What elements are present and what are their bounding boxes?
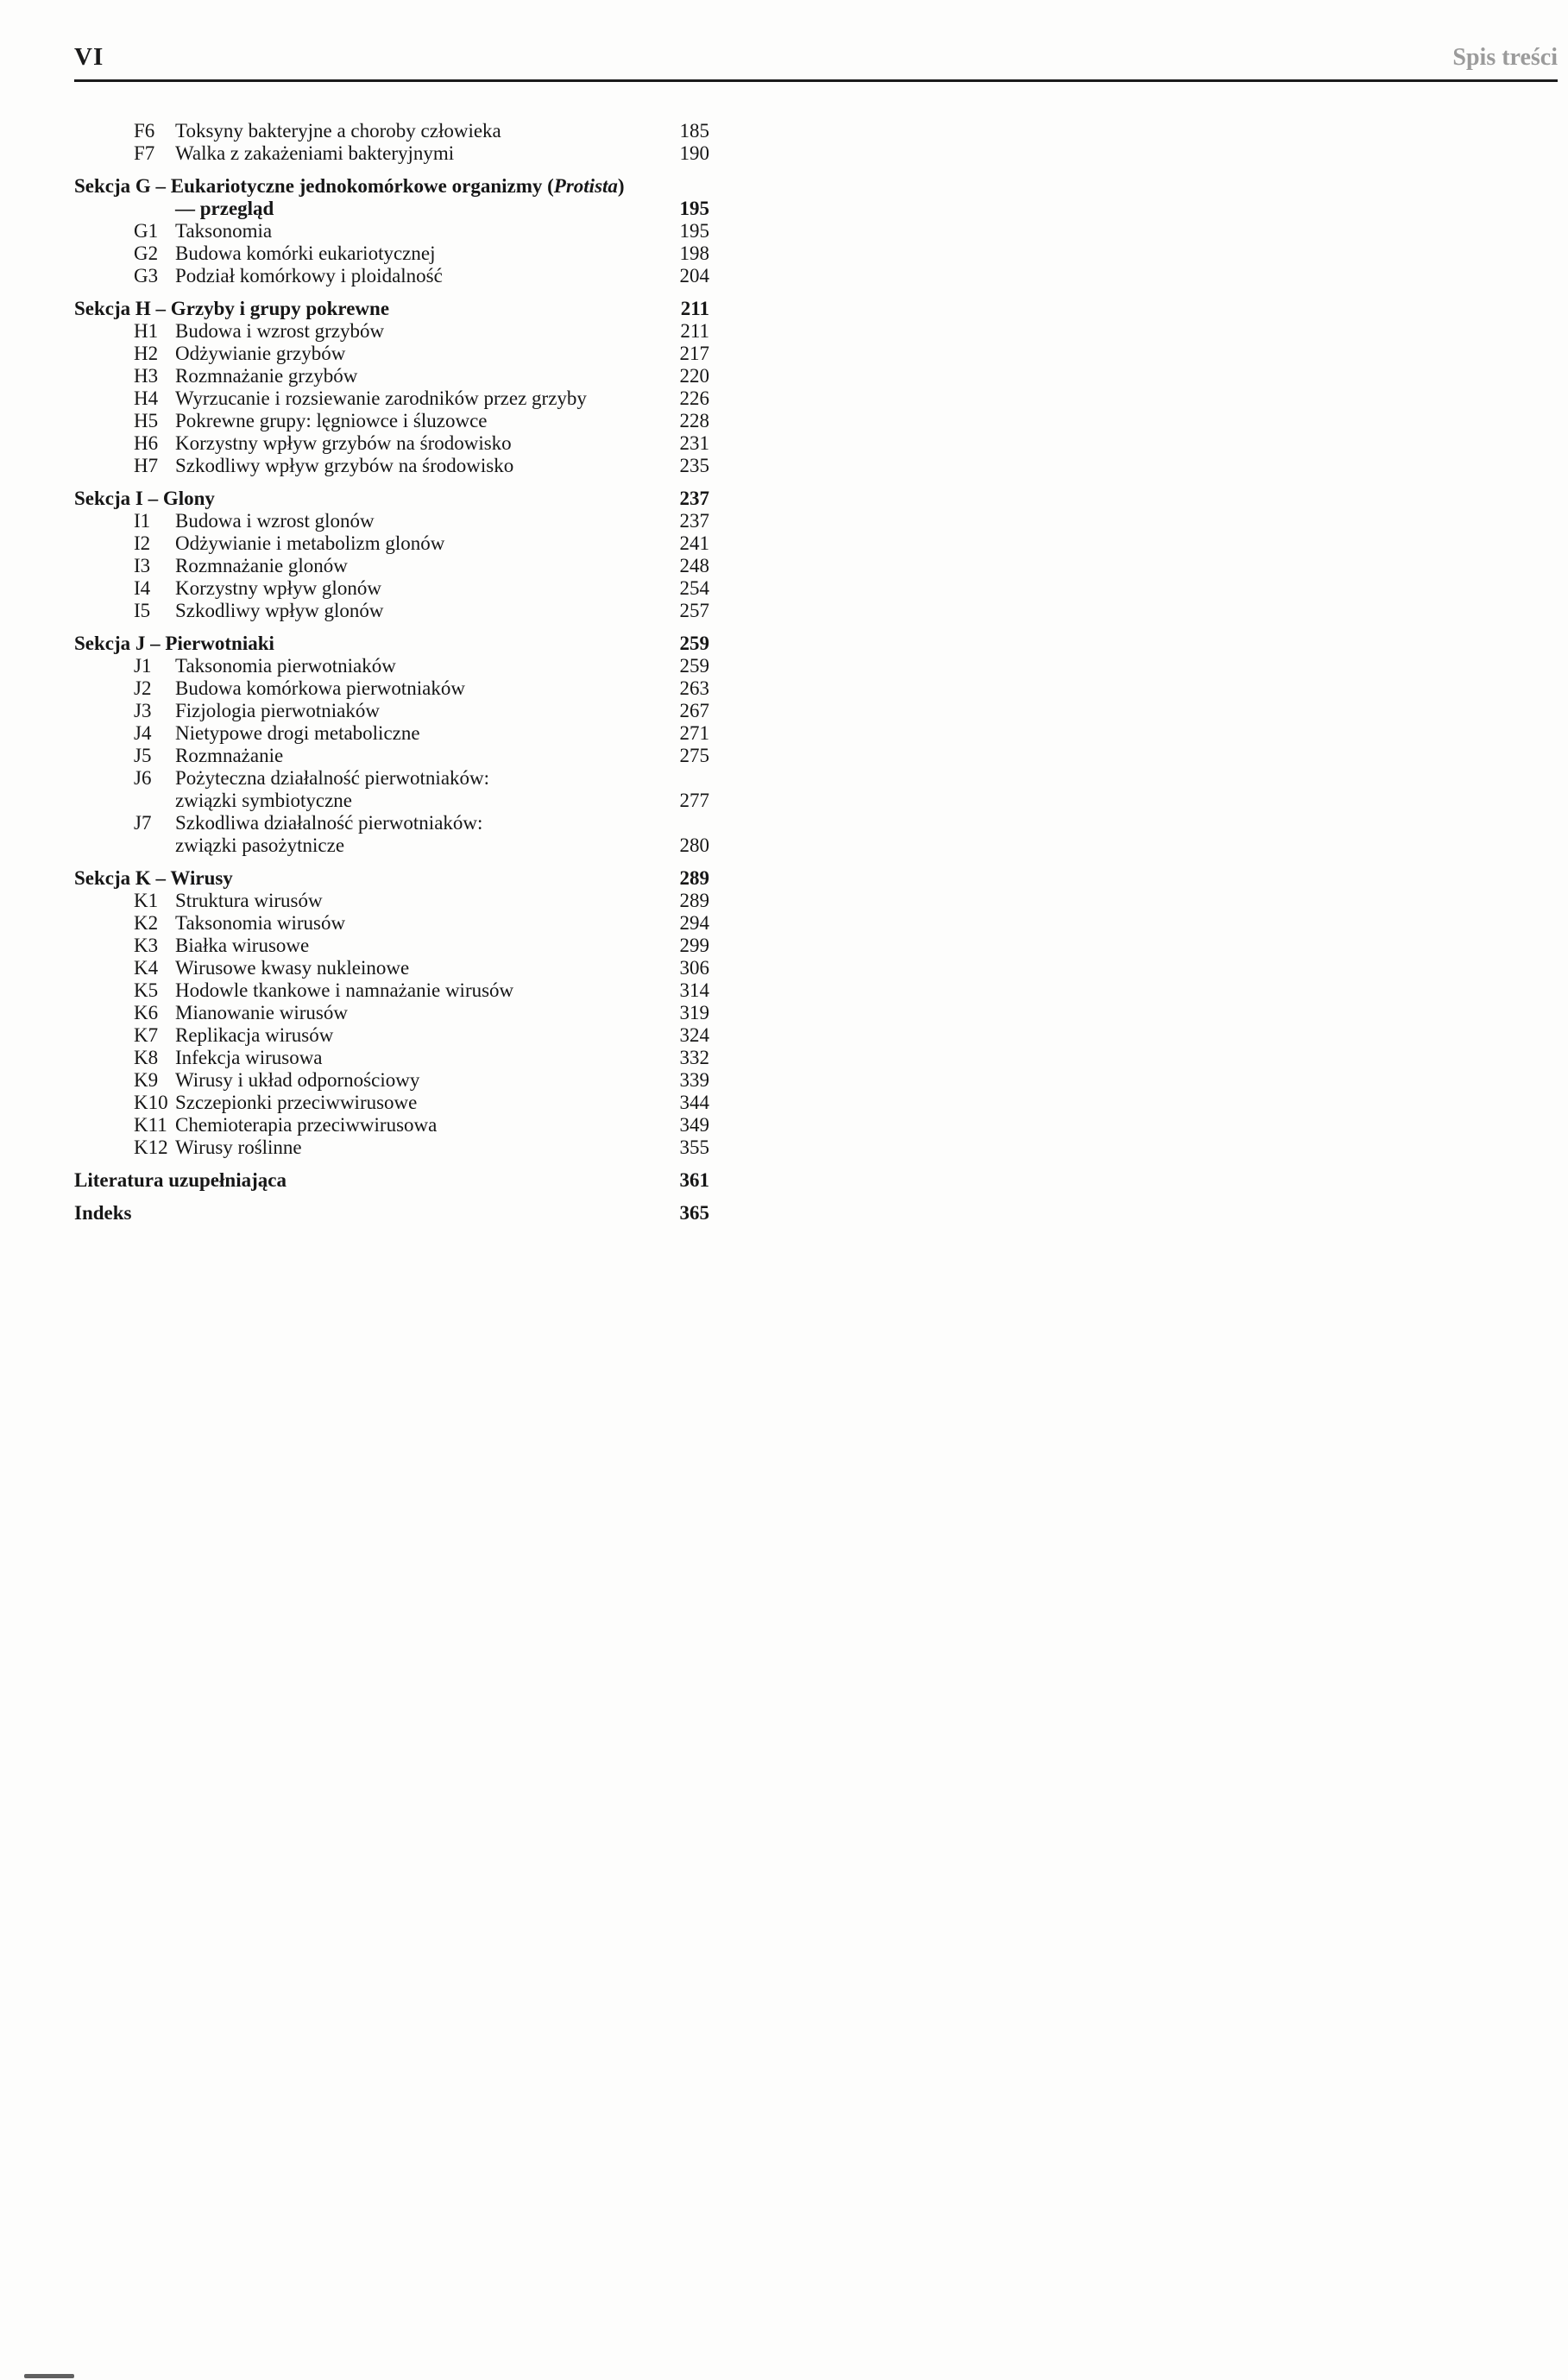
toc-entry-label-text: Indeks (74, 1202, 132, 1224)
toc-entry-label-text: Sekcja I – Glony (74, 488, 215, 509)
toc-entry-row (74, 142, 709, 165)
toc-entry-label (74, 488, 664, 510)
toc-entry-row (74, 198, 709, 220)
toc-entry-row (74, 1136, 709, 1159)
toc-entry-page: 248 (679, 555, 709, 576)
toc-entry-page: 257 (679, 600, 709, 621)
toc-entry-label-text: związki symbiotyczne (175, 790, 353, 811)
toc-entry-label-text: Szkodliwy wpływ glonów (175, 600, 384, 621)
toc-entry-code: J7 (134, 812, 152, 834)
toc-entry-label (175, 365, 664, 387)
toc-entry-label-text: Wirusy roślinne (175, 1136, 302, 1158)
toc-entry-code: H7 (134, 455, 159, 476)
toc-entry-label-text: Mianowanie wirusów (175, 1002, 348, 1023)
toc-entry-label (175, 1002, 664, 1024)
toc-entry-label (175, 410, 664, 432)
toc-entry-page: 195 (679, 220, 709, 242)
toc-entry-page: 259 (679, 633, 709, 654)
toc-entry-label-text: Pożyteczna działalność pierwotniaków: (175, 767, 490, 789)
toc-entry-code: K12 (134, 1136, 168, 1158)
toc-entry-page: 306 (679, 957, 709, 979)
toc-entry-label (175, 745, 664, 767)
toc-entry-label-text: Budowa i wzrost grzybów (175, 320, 385, 342)
toc-entry-label (74, 867, 664, 890)
toc-entry-page: 271 (679, 722, 709, 744)
toc-entry-page: 339 (679, 1069, 709, 1091)
toc-entry-code: J4 (134, 722, 152, 744)
toc-entry-label-text: Sekcja H – Grzyby i grupy pokrewne (74, 298, 390, 319)
toc-entry-label-text: Budowa i wzrost glonów (175, 510, 375, 532)
toc-entry-page: 254 (679, 577, 709, 599)
toc-entry-page: 314 (679, 979, 709, 1001)
toc-entry-label-text: Rozmnażanie (175, 745, 284, 766)
toc-entry-page: 259 (679, 655, 709, 677)
toc-entry-page: 211 (680, 320, 709, 342)
toc-entry-label (74, 1202, 664, 1225)
toc-entry-label-text: Taksonomia pierwotniaków (175, 655, 396, 677)
toc-entry-row (74, 432, 709, 455)
toc-entry-code: K8 (134, 1047, 159, 1068)
toc-entry-page: 217 (679, 343, 709, 364)
toc-entry-label-text: Wyrzucanie i rozsiewanie zarodników przez grzyby (175, 387, 587, 409)
toc-entry-row (74, 265, 709, 287)
toc-entry-label (175, 120, 664, 142)
toc-entry-row (74, 1069, 709, 1092)
toc-entry-code: J1 (134, 655, 152, 677)
toc-entry-page: 280 (679, 834, 709, 856)
toc-entry-label (175, 912, 664, 935)
toc-entry-code: K9 (134, 1069, 159, 1091)
toc-entry-label (175, 242, 664, 265)
toc-entry-row (74, 510, 709, 532)
toc-entry-label (175, 677, 664, 700)
toc-entry-page: 241 (679, 532, 709, 554)
toc-entry-label (175, 532, 664, 555)
toc-entry-label-text: Walka z zakażeniami bakteryjnymi (175, 142, 455, 164)
toc-entry-label-text: Taksonomia wirusów (175, 912, 346, 934)
toc-entry-label (175, 700, 664, 722)
toc-entry-label (175, 812, 664, 834)
toc-entry-label-text: Chemioterapia przeciwwirusowa (175, 1114, 438, 1136)
toc-entry-row (74, 410, 709, 432)
toc-entry-page: 226 (679, 387, 709, 409)
toc-entry-code: G2 (134, 242, 159, 264)
toc-entry-row (74, 935, 709, 957)
toc-entry-page: 299 (679, 935, 709, 956)
toc-entry-label (175, 979, 664, 1002)
toc-entry-label-text: związki pasożytnicze (175, 834, 345, 856)
toc-entry-row (74, 242, 709, 265)
toc-entry-label (175, 1114, 664, 1136)
toc-entry-label (175, 577, 664, 600)
toc-entry-code: H3 (134, 365, 159, 387)
toc-section-row (74, 1169, 709, 1192)
toc-entry-row (74, 655, 709, 677)
toc-entry-row (74, 700, 709, 722)
toc-entry-row (74, 320, 709, 343)
toc-entry-page: 231 (679, 432, 709, 454)
toc-entry-row (74, 365, 709, 387)
toc-entry-row (74, 532, 709, 555)
toc-entry-label (175, 455, 664, 477)
toc-entry-label-text: — przegląd (175, 198, 274, 219)
toc-entry-page: 228 (679, 410, 709, 431)
toc-entry-label (175, 1092, 664, 1114)
toc-entry-label-text: Infekcja wirusowa (175, 1047, 323, 1068)
toc-entry-label (74, 1169, 664, 1192)
toc-entry-label (175, 767, 664, 790)
toc-entry-page: 235 (679, 455, 709, 476)
toc-entry-row (74, 387, 709, 410)
toc-entry-row (74, 790, 709, 812)
toc-entry-code: I3 (134, 555, 151, 576)
toc-entry-row (74, 812, 709, 834)
toc-entry-label-text: Białka wirusowe (175, 935, 310, 956)
toc-entry-row (74, 343, 709, 365)
toc-entry-code: H1 (134, 320, 159, 342)
toc-entry-row (74, 834, 709, 857)
toc-entry-label (175, 935, 664, 957)
toc-entry-label (175, 655, 664, 677)
toc-entry-row (74, 455, 709, 477)
toc-entry-page: 190 (679, 142, 709, 164)
toc-entry-label (175, 265, 664, 287)
toc-entry-page: 185 (679, 120, 709, 142)
running-title: Spis treści (1452, 44, 1558, 71)
toc-entry-page: 332 (679, 1047, 709, 1068)
toc-entry-code: J6 (134, 767, 152, 789)
toc-entry-label (175, 198, 664, 220)
toc-entry-code: I1 (134, 510, 151, 532)
toc-entry-page: 275 (679, 745, 709, 766)
toc-entry-label-suffix: ) (617, 175, 625, 197)
toc-entry-code: K10 (134, 1092, 168, 1113)
toc-section-row (74, 1202, 709, 1225)
toc-entry-label (175, 555, 664, 577)
toc-entry-label (74, 633, 664, 655)
toc-entry-page: 349 (679, 1114, 709, 1136)
toc-entry-label (175, 1069, 664, 1092)
toc-entry-row (74, 220, 709, 242)
toc-section-row (74, 488, 709, 510)
toc-entry-code: J5 (134, 745, 152, 766)
toc-entry-label (175, 1047, 664, 1069)
toc-entry-code: G3 (134, 265, 159, 286)
toc-entry-page: 267 (679, 700, 709, 721)
page-header (74, 43, 1558, 72)
toc-entry-row (74, 555, 709, 577)
toc-entry-page: 237 (679, 488, 709, 509)
toc-entry-label (175, 834, 664, 857)
toc-entry-page: 355 (679, 1136, 709, 1158)
toc-section-row (74, 298, 709, 320)
toc-entry-label-text: Taksonomia (175, 220, 273, 242)
toc-entry-label-text: Sekcja J – Pierwotniaki (74, 633, 274, 654)
toc-entry-label (175, 343, 664, 365)
toc-entry-label-text: Toksyny bakteryjne a choroby człowieka (175, 120, 501, 142)
toc-entry-label (175, 432, 664, 455)
toc-entry-code: H2 (134, 343, 159, 364)
toc-entry-page: 263 (679, 677, 709, 699)
toc-entry-page: 365 (679, 1202, 709, 1224)
toc-entry-label-text: Wirusowe kwasy nukleinowe (175, 957, 410, 979)
toc-entry-row (74, 1047, 709, 1069)
toc-entry-label-text: Szczepionki przeciwwirusowe (175, 1092, 418, 1113)
toc-entry-page: 324 (679, 1024, 709, 1046)
toc-entry-label-text: Hodowle tkankowe i namnażanie wirusów (175, 979, 514, 1001)
toc-section-row (74, 175, 709, 198)
toc-entry-label (175, 510, 664, 532)
toc-entry-page: 195 (679, 198, 709, 219)
toc-entry-page: 289 (679, 890, 709, 911)
toc-entry-label-text: Wirusy i układ odpornościowy (175, 1069, 420, 1091)
page-number: VI (74, 43, 104, 71)
toc-entry-code: I2 (134, 532, 151, 554)
toc-entry-code: K4 (134, 957, 159, 979)
toc-entry-code: H5 (134, 410, 159, 431)
toc-entry-label (175, 1024, 664, 1047)
toc-entry-label-text: Szkodliwa działalność pierwotniaków: (175, 812, 483, 834)
toc-entry-row (74, 577, 709, 600)
toc-entry-label-text: Struktura wirusów (175, 890, 323, 911)
toc-entry-page: 211 (680, 298, 709, 319)
toc-entry-page: 319 (679, 1002, 709, 1023)
toc-entry-code: H4 (134, 387, 159, 409)
toc-entry-row (74, 745, 709, 767)
toc-entry-row (74, 1024, 709, 1047)
toc-entry-code: K5 (134, 979, 159, 1001)
header-rule (74, 79, 1558, 82)
toc-entry-code: I5 (134, 600, 151, 621)
toc-entry-label (175, 600, 664, 622)
toc-entry-row (74, 120, 709, 142)
toc-entry-code: K2 (134, 912, 159, 934)
toc-entry-page: 204 (679, 265, 709, 286)
toc-entry-label (175, 790, 664, 812)
toc-entry-label (175, 722, 664, 745)
toc-entry-label-text: Rozmnażanie grzybów (175, 365, 358, 387)
toc-entry-label (175, 320, 664, 343)
toc-entry-code: K1 (134, 890, 159, 911)
toc-entry-label-text: Pokrewne grupy: lęgniowce i śluzowce (175, 410, 488, 431)
toc-entry-page: 361 (679, 1169, 709, 1191)
toc-entry-label (74, 175, 664, 198)
toc-entry-row (74, 957, 709, 979)
toc-entry-page: 344 (679, 1092, 709, 1113)
toc-entry-label (175, 142, 664, 165)
toc-entry-label (175, 1136, 664, 1159)
toc-entry-code: K6 (134, 1002, 159, 1023)
toc-entry-row (74, 1002, 709, 1024)
toc-entry-code: K11 (134, 1114, 167, 1136)
toc-entry-row (74, 979, 709, 1002)
toc-entry-label (175, 957, 664, 979)
toc-entry-label-text: Sekcja G – Eukariotyczne jednokomórkowe organizmy ( (74, 175, 554, 197)
toc-entry-label-text: Literatura uzupełniająca (74, 1169, 287, 1191)
toc-entry-page: 220 (679, 365, 709, 387)
scan-artifact (24, 2374, 74, 2378)
toc-entry-label-text: Fizjologia pierwotniaków (175, 700, 380, 721)
toc-entry-label (74, 298, 664, 320)
toc-section-row (74, 867, 709, 890)
toc-entry-code: G1 (134, 220, 159, 242)
toc-entry-label (175, 890, 664, 912)
toc-entry-code: F6 (134, 120, 155, 142)
toc-entry-label-text: Budowa komórki eukariotycznej (175, 242, 436, 264)
toc-entry-label-text: Odżywianie grzybów (175, 343, 346, 364)
toc-entry-label-text: Odżywianie i metabolizm glonów (175, 532, 445, 554)
toc-entry-code: H6 (134, 432, 159, 454)
toc-entry-label-text: Rozmnażanie glonów (175, 555, 348, 576)
toc-list (74, 120, 709, 1225)
toc-entry-label-text: Replikacja wirusów (175, 1024, 334, 1046)
toc-entry-code: K3 (134, 935, 159, 956)
toc-entry-code: J2 (134, 677, 152, 699)
toc-entry-page: 198 (679, 242, 709, 264)
toc-entry-row (74, 890, 709, 912)
toc-entry-code: I4 (134, 577, 151, 599)
toc-entry-row (74, 912, 709, 935)
toc-entry-label-text: Korzystny wpływ grzybów na środowisko (175, 432, 512, 454)
toc-entry-label-italic: Protista (553, 175, 618, 197)
toc-entry-page: 294 (679, 912, 709, 934)
toc-entry-code: F7 (134, 142, 155, 164)
toc-entry-label-text: Sekcja K – Wirusy (74, 867, 233, 889)
toc-entry-page: 289 (679, 867, 709, 889)
toc-entry-label-text: Korzystny wpływ glonów (175, 577, 381, 599)
toc-entry-row (74, 600, 709, 622)
toc-entry-row (74, 767, 709, 790)
toc-entry-label-text: Nietypowe drogi metaboliczne (175, 722, 420, 744)
toc-entry-label-text: Szkodliwy wpływ grzybów na środowisko (175, 455, 514, 476)
toc-entry-row (74, 1092, 709, 1114)
toc-entry-row (74, 677, 709, 700)
toc-section-row (74, 633, 709, 655)
toc-entry-code: J3 (134, 700, 152, 721)
toc-entry-label (175, 387, 664, 410)
toc-entry-label (175, 220, 664, 242)
toc-entry-code: K7 (134, 1024, 159, 1046)
toc-entry-label-text: Podział komórkowy i ploidalność (175, 265, 443, 286)
toc-entry-label-text: Budowa komórkowa pierwotniaków (175, 677, 465, 699)
toc-entry-row (74, 722, 709, 745)
toc-entry-row (74, 1114, 709, 1136)
toc-entry-page: 237 (679, 510, 709, 532)
toc-entry-page: 277 (679, 790, 709, 811)
